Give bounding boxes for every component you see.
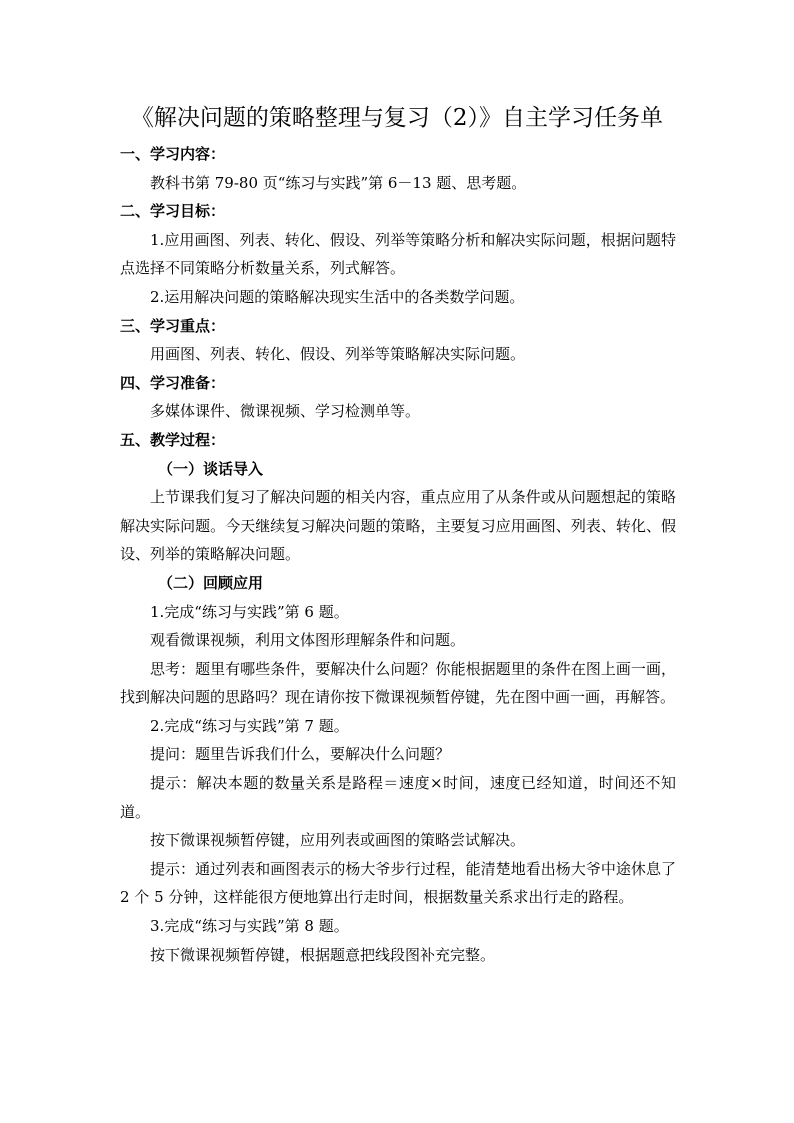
exercise-7-pause: 按下微课视频暂停键，应用列表或画图的策略尝试解决。 bbox=[150, 831, 526, 850]
focus-text: 用画图、列表、转化、假设、列举等策略解决实际问题。 bbox=[150, 345, 526, 364]
section-heading-focus: 三、学习重点： bbox=[120, 316, 226, 335]
exercise-7-ask: 提问：题里告诉我们什么，要解决什么问题？ bbox=[150, 745, 451, 764]
exercise-8-pause: 按下微课视频暂停键，根据题意把线段图补充完整。 bbox=[150, 945, 496, 964]
document-body bbox=[120, 140, 676, 969]
section-heading-process: 五、教学过程： bbox=[120, 430, 226, 449]
subheading-intro: （一）谈话导入 bbox=[158, 459, 264, 478]
intro-paragraph: 上节课我们复习了解决问题的相关内容，重点应用了从条件或从问题想起的策略解决实际问题。今天继续复习解决问题的策略，主要复习应用画图、列表、转化、假设、列举的策略解决问题。 bbox=[120, 488, 676, 564]
content-text: 教科书第 79-80 页“练习与实践”第 6－13 题、思考题。 bbox=[150, 173, 527, 192]
goal-1: 1.应用画图、列表、转化、假设、列举等策略分析和解决实际问题，根据问题特点选择不同策略分析数量关系，列式解答。 bbox=[120, 230, 676, 278]
exercise-6-watch: 观看微课视频，利用文体图形理解条件和问题。 bbox=[150, 631, 466, 650]
exercise-7-hint-1: 提示：解决本题的数量关系是路程＝速度×时间，速度已经知道，时间还不知道。 bbox=[120, 774, 676, 821]
preparation-text: 多媒体课件、微课视频、学习检测单等。 bbox=[150, 402, 421, 421]
section-heading-goals: 二、学习目标： bbox=[120, 202, 226, 221]
exercise-8-title: 3.完成“练习与实践”第 8 题。 bbox=[150, 917, 349, 936]
page-title: 《解决问题的策略整理与复习（2）》自主学习任务单 bbox=[130, 105, 664, 131]
exercise-7-hint-2: 提示：通过列表和画图表示的杨大爷步行过程，能清楚地看出杨大爷中途休息了 2 个 5 分钟，这样能很方便地算出行走时间，根据数量关系求出行走的路程。 bbox=[120, 859, 676, 907]
goal-2: 2.运用解决问题的策略解决现实生活中的各类数学问题。 bbox=[150, 287, 525, 306]
section-heading-content: 一、学习内容： bbox=[120, 145, 226, 163]
subheading-review: （二）回顾应用 bbox=[158, 573, 264, 592]
section-heading-preparation: 四、学习准备： bbox=[120, 373, 226, 392]
exercise-6-think: 思考：题里有哪些条件，要解决什么问题？你能根据题里的条件在图上画一画，找到解决问题的思路吗？现在请你按下微课视频暂停键，先在图中画一画，再解答。 bbox=[120, 659, 676, 707]
exercise-7-title: 2.完成“练习与实践”第 7 题。 bbox=[150, 716, 349, 735]
exercise-6-title: 1.完成“练习与实践”第 6 题。 bbox=[150, 602, 349, 621]
